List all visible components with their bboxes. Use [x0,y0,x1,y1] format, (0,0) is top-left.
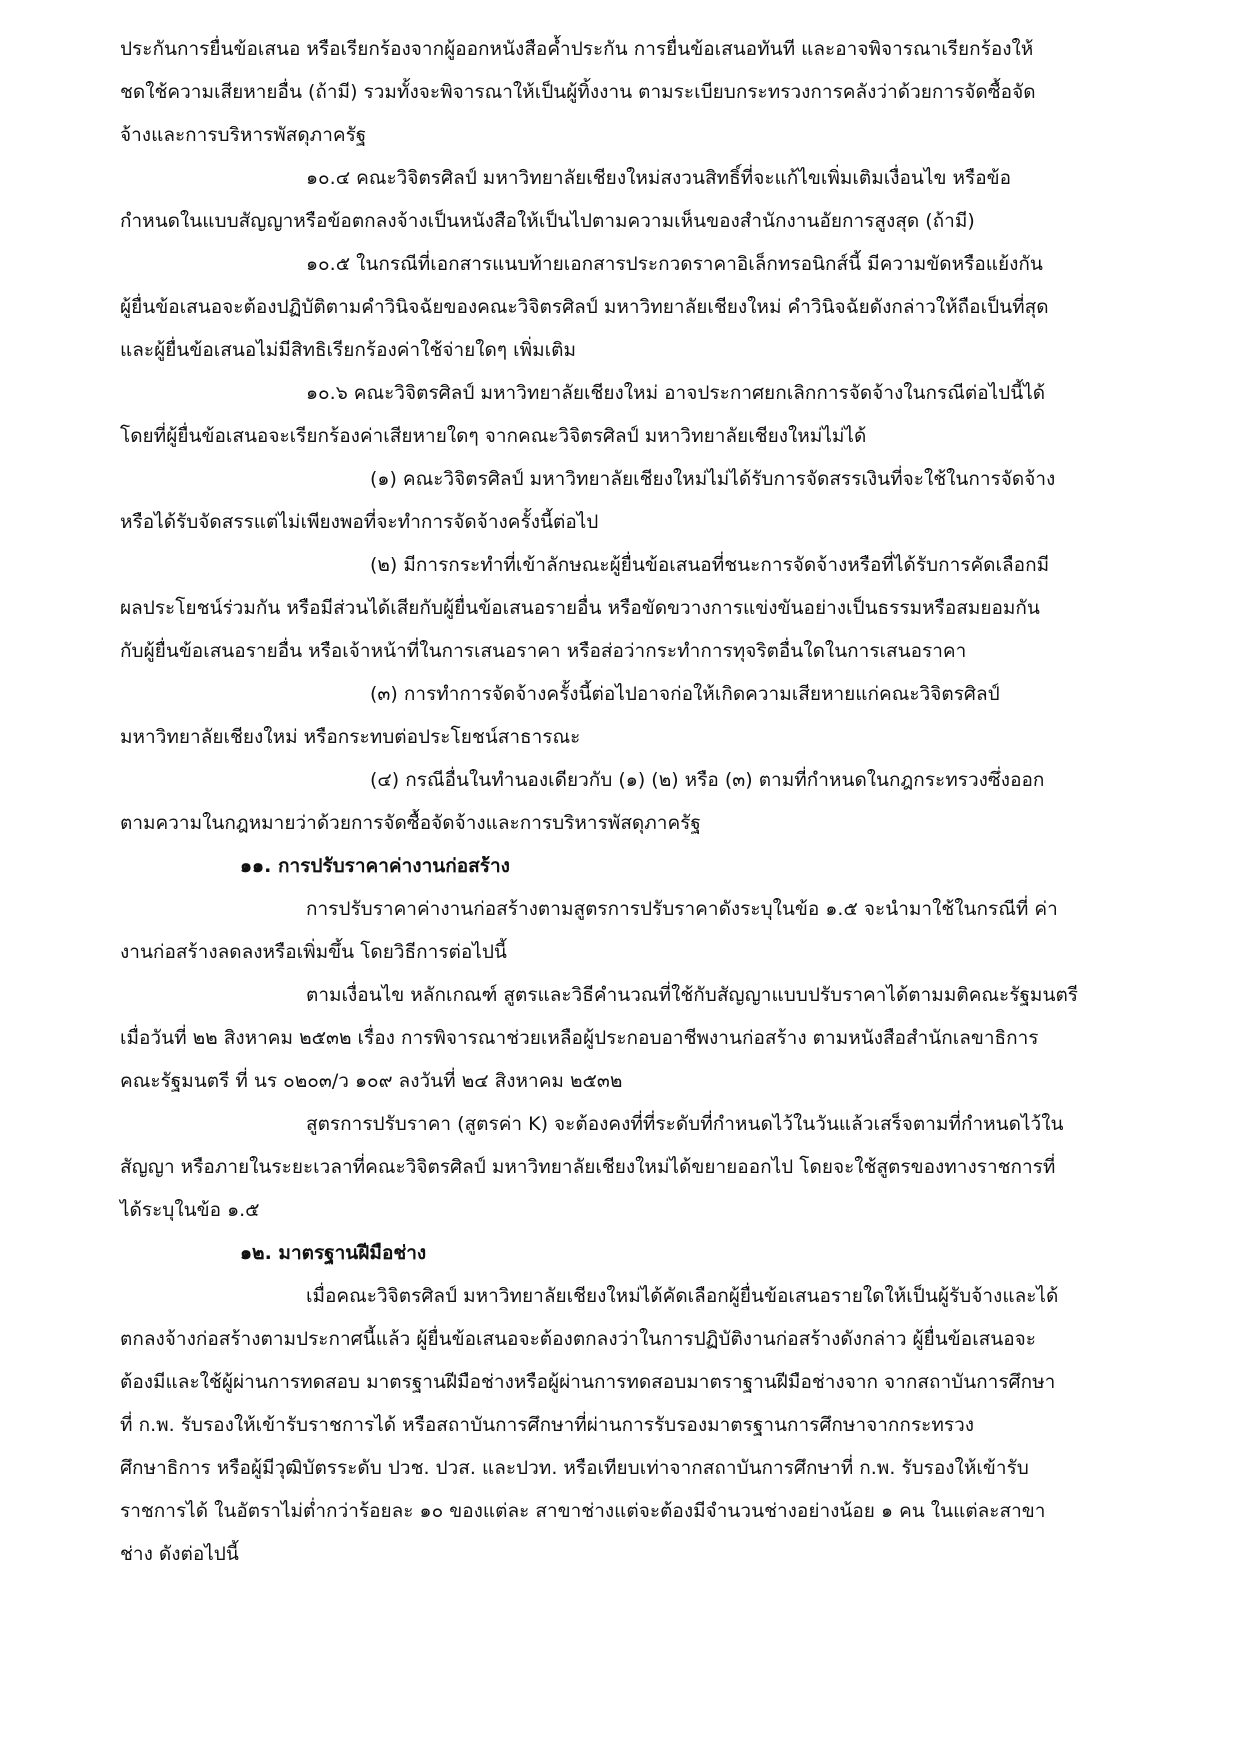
text-line: สูตรการปรับราคา (สูตรค่า K) จะต้องคงที่ที่ระดับที่กำหนดไว้ในวันแล้วเสร็จตามที่กำหนดไว้ใน [306,1113,1064,1135]
clause-10-5: ๑๐.๕ ในกรณีที่เอกสารแนบท้ายเอกสารประกวดราคาอิเล็กทรอนิกส์นี้ มีความขัดหรือแย้งกัน [306,253,1043,275]
text-line: คณะรัฐมนตรี ที่ นร ๐๒๐๓/ว ๑๐๙ ลงวันที่ ๒๔ สิงหาคม ๒๕๓๒ [120,1070,623,1092]
text-line: มหาวิทยาลัยเชียงใหม่ หรือกระทบต่อประโยชน์สาธารณะ [120,726,581,748]
text-line: ประกันการยื่นข้อเสนอ หรือเรียกร้องจากผู้ออกหนังสือค้ำประกัน การยื่นข้อเสนอทันที และอาจพิจารณาเรียกร้องให้ [120,38,1034,60]
text-line: ช่าง ดังต่อไปนี้ [120,1543,239,1565]
text-line: เมื่อคณะวิจิตรศิลป์ มหาวิทยาลัยเชียงใหม่ได้คัดเลือกผู้ยื่นข้อเสนอรายใดให้เป็นผู้รับจ้างและได้ [306,1285,1059,1307]
text-line: ผู้ยื่นข้อเสนอจะต้องปฏิบัติตามคำวินิจฉัยของคณะวิจิตรศิลป์ มหาวิทยาลัยเชียงใหม่ คำวินิจฉัยดังกล่าวให้ถือเป็นที่สุด [120,296,1049,318]
text-line: ต้องมีและใช้ผู้ผ่านการทดสอบ มาตรฐานฝีมือช่างหรือผู้ผ่านการทดสอบมาตราฐานฝีมือช่างจาก จากสถาบันการศึกษา [120,1371,1056,1393]
text-line: ผลประโยชน์ร่วมกัน หรือมีส่วนได้เสียกับผู้ยื่นข้อเสนอรายอื่น หรือขัดขวางการแข่งขันอย่างเป็นธรรมหรือสมยอมกัน [120,597,1040,619]
text-line: ได้ระบุในข้อ ๑.๕ [120,1199,260,1221]
clause-10-4: ๑๐.๔ คณะวิจิตรศิลป์ มหาวิทยาลัยเชียงใหม่สงวนสิทธิ์ที่จะแก้ไขเพิ่มเติมเงื่อนไข หรือข้อ [306,167,1012,189]
text-line: ชดใช้ความเสียหายอื่น (ถ้ามี) รวมทั้งจะพิจารณาให้เป็นผู้ทิ้งงาน ตามระเบียบกระทรวงการคลังว่าด้วยการจัดซื้อจัด [120,81,1036,103]
text-line: ที่ ก.พ. รับรองให้เข้ารับราชการได้ หรือสถาบันการศึกษาที่ผ่านการรับรองมาตรฐานการศึกษาจากกระทรวง [120,1414,975,1436]
text-line: จ้างและการบริหารพัสดุภาครัฐ [120,124,367,146]
text-line: โดยที่ผู้ยื่นข้อเสนอจะเรียกร้องค่าเสียหายใดๆ จากคณะวิจิตรศิลป์ มหาวิทยาลัยเชียงใหม่ไม่ได้ [120,425,867,447]
text-line: งานก่อสร้างลดลงหรือเพิ่มขึ้น โดยวิธีการต่อไปนี้ [120,941,507,963]
text-line: กับผู้ยื่นข้อเสนอรายอื่น หรือเจ้าหน้าที่ในการเสนอราคา หรือส่อว่ากระทำการทุจริตอื่นใดในการเสนอราคา [120,640,967,662]
text-line: ตามเงื่อนไข หลักเกณฑ์ สูตรและวิธีคำนวณที่ใช้กับสัญญาแบบปรับราคาได้ตามมติคณะรัฐมนตรี [306,984,1078,1006]
section-12-heading: ๑๒. มาตรฐานฝีมือช่าง [240,1242,427,1264]
sub-item-4: (๔) กรณีอื่นในทำนองเดียวกับ (๑) (๒) หรือ (๓) ตามที่กำหนดในกฎกระทรวงซึ่งออก [370,769,1045,791]
sub-item-1: (๑) คณะวิจิตรศิลป์ มหาวิทยาลัยเชียงใหม่ไม่ได้รับการจัดสรรเงินที่จะใช้ในการจัดจ้าง [370,468,1056,490]
text-line: สัญญา หรือภายในระยะเวลาที่คณะวิจิตรศิลป์ มหาวิทยาลัยเชียงใหม่ได้ขยายออกไป โดยจะใช้สูตรของทางราชการที่ [120,1156,1056,1178]
text-line: ศึกษาธิการ หรือผู้มีวุฒิบัตรระดับ ปวช. ปวส. และปวท. หรือเทียบเท่าจากสถาบันการศึกษาที่ ก.พ. รับรองให้เข้ารับ [120,1457,1029,1479]
text-line: กำหนดในแบบสัญญาหรือข้อตกลงจ้างเป็นหนังสือให้เป็นไปตามความเห็นของสำนักงานอัยการสูงสุด (ถ้ามี) [120,210,975,232]
sub-item-3: (๓) การทำการจัดจ้างครั้งนี้ต่อไปอาจก่อให้เกิดความเสียหายแก่คณะวิจิตรศิลป์ [370,683,1000,705]
clause-10-6: ๑๐.๖ คณะวิจิตรศิลป์ มหาวิทยาลัยเชียงใหม่ อาจประกาศยกเลิกการจัดจ้างในกรณีต่อไปนี้ได้ [306,382,1046,404]
text-line: การปรับราคาค่างานก่อสร้างตามสูตรการปรับราคาดังระบุในข้อ ๑.๕ จะนำมาใช้ในกรณีที่ ค่า [306,898,1058,920]
sub-item-2: (๒) มีการกระทำที่เข้าลักษณะผู้ยื่นข้อเสนอที่ชนะการจัดจ้างหรือที่ได้รับการคัดเลือกมี [370,554,1050,576]
text-line: และผู้ยื่นข้อเสนอไม่มีสิทธิเรียกร้องค่าใช้จ่ายใดๆ เพิ่มเติม [120,339,577,361]
text-line: หรือได้รับจัดสรรแต่ไม่เพียงพอที่จะทำการจัดจ้างครั้งนี้ต่อไป [120,511,599,533]
text-line: ราชการได้ ในอัตราไม่ต่ำกว่าร้อยละ ๑๐ ของแต่ละ สาขาช่างแต่จะต้องมีจำนวนช่างอย่างน้อย ๑ คน ในแต่ละสาขา [120,1500,1046,1522]
text-line: เมื่อวันที่ ๒๒ สิงหาคม ๒๕๓๒ เรื่อง การพิจารณาช่วยเหลือผู้ประกอบอาชีพงานก่อสร้าง ตามหนังสือสำนักเลขาธิการ [120,1027,1039,1049]
section-11-heading: ๑๑. การปรับราคาค่างานก่อสร้าง [240,855,510,877]
text-line: ตามความในกฎหมายว่าด้วยการจัดซื้อจัดจ้างและการบริหารพัสดุภาครัฐ [120,812,701,834]
text-line: ตกลงจ้างก่อสร้างตามประกาศนี้แล้ว ผู้ยื่นข้อเสนอจะต้องตกลงว่าในการปฏิบัติงานก่อสร้างดังกล่าว ผู้ยื่นข้อเสนอจะ [120,1328,1037,1350]
